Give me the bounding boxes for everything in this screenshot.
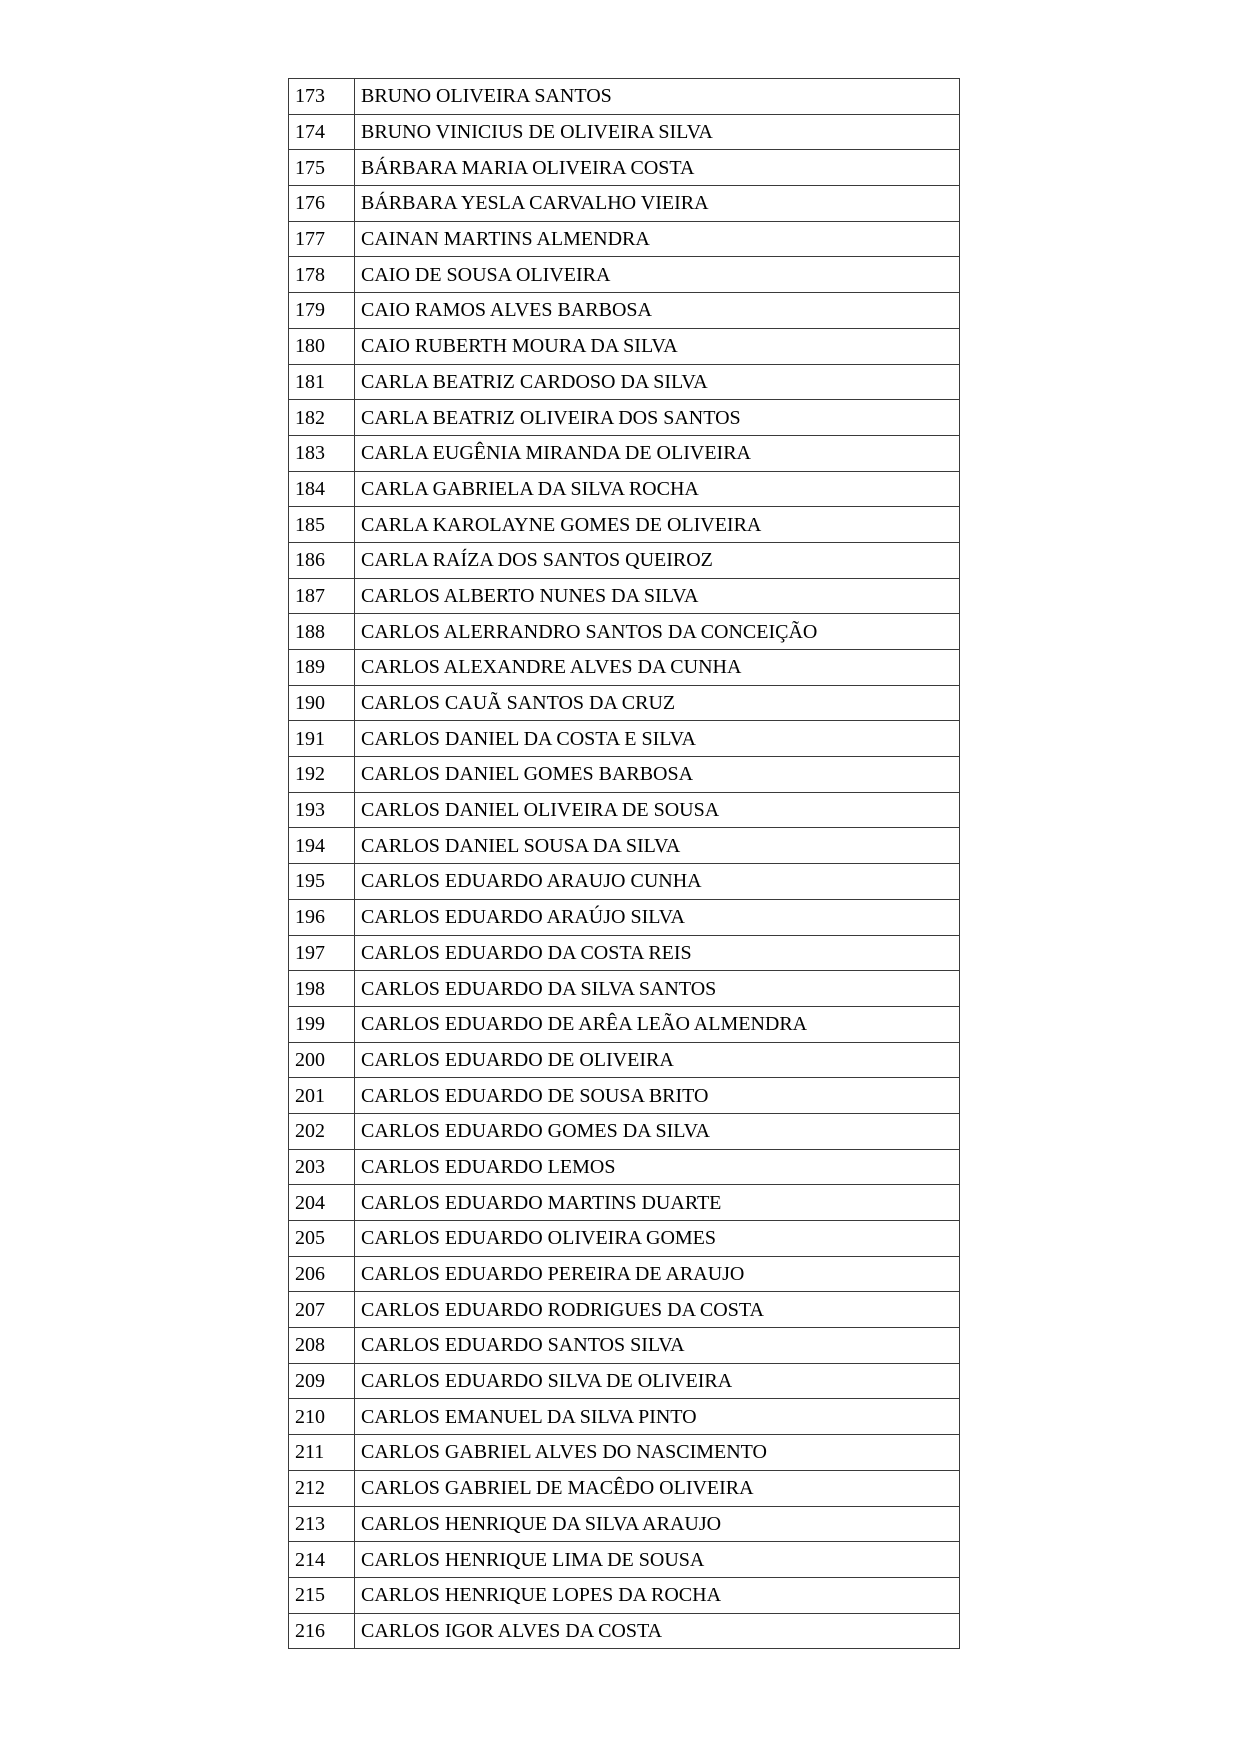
row-name-cell: CARLOS EDUARDO SANTOS SILVA bbox=[355, 1328, 960, 1364]
table-row bbox=[289, 1042, 960, 1078]
row-name-cell: CAIO RAMOS ALVES BARBOSA bbox=[355, 293, 960, 329]
table-row bbox=[289, 1577, 960, 1613]
row-number-cell: 197 bbox=[289, 935, 355, 971]
table-row bbox=[289, 828, 960, 864]
table-row bbox=[289, 721, 960, 757]
row-number-cell: 215 bbox=[289, 1577, 355, 1613]
row-number-cell: 194 bbox=[289, 828, 355, 864]
table-row bbox=[289, 1470, 960, 1506]
table-row bbox=[289, 971, 960, 1007]
table-row bbox=[289, 578, 960, 614]
row-name-cell: CARLA RAÍZA DOS SANTOS QUEIROZ bbox=[355, 542, 960, 578]
row-name-cell: CARLOS EDUARDO LEMOS bbox=[355, 1149, 960, 1185]
row-name-cell: CARLOS DANIEL SOUSA DA SILVA bbox=[355, 828, 960, 864]
table-row bbox=[289, 435, 960, 471]
row-name-cell: CARLOS ALERRANDRO SANTOS DA CONCEIÇÃO bbox=[355, 614, 960, 650]
row-number-cell: 191 bbox=[289, 721, 355, 757]
row-number-cell: 177 bbox=[289, 221, 355, 257]
row-number-cell: 179 bbox=[289, 293, 355, 329]
row-number-cell: 180 bbox=[289, 328, 355, 364]
row-number-cell: 200 bbox=[289, 1042, 355, 1078]
row-name-cell: CARLOS EDUARDO DE OLIVEIRA bbox=[355, 1042, 960, 1078]
row-number-cell: 192 bbox=[289, 757, 355, 793]
row-number-cell: 204 bbox=[289, 1185, 355, 1221]
table-row bbox=[289, 899, 960, 935]
row-number-cell: 209 bbox=[289, 1363, 355, 1399]
table-row bbox=[289, 1078, 960, 1114]
row-number-cell: 212 bbox=[289, 1470, 355, 1506]
table-row bbox=[289, 1506, 960, 1542]
row-name-cell: CARLOS IGOR ALVES DA COSTA bbox=[355, 1613, 960, 1649]
table-row bbox=[289, 935, 960, 971]
row-name-cell: BRUNO VINICIUS DE OLIVEIRA SILVA bbox=[355, 114, 960, 150]
table-row bbox=[289, 257, 960, 293]
row-number-cell: 184 bbox=[289, 471, 355, 507]
row-name-cell: CAINAN MARTINS ALMENDRA bbox=[355, 221, 960, 257]
row-name-cell: CARLOS DANIEL DA COSTA E SILVA bbox=[355, 721, 960, 757]
table-row bbox=[289, 1292, 960, 1328]
row-number-cell: 175 bbox=[289, 150, 355, 186]
row-name-cell: CARLOS ALBERTO NUNES DA SILVA bbox=[355, 578, 960, 614]
row-name-cell: CARLOS CAUÃ SANTOS DA CRUZ bbox=[355, 685, 960, 721]
row-number-cell: 185 bbox=[289, 507, 355, 543]
row-name-cell: CARLOS EDUARDO PEREIRA DE ARAUJO bbox=[355, 1256, 960, 1292]
row-number-cell: 193 bbox=[289, 792, 355, 828]
row-name-cell: BRUNO OLIVEIRA SANTOS bbox=[355, 79, 960, 115]
row-name-cell: CARLOS EDUARDO MARTINS DUARTE bbox=[355, 1185, 960, 1221]
row-name-cell: CARLOS EDUARDO DA COSTA REIS bbox=[355, 935, 960, 971]
row-number-cell: 205 bbox=[289, 1221, 355, 1257]
table-row bbox=[289, 685, 960, 721]
row-name-cell: CARLOS EDUARDO ARAUJO CUNHA bbox=[355, 864, 960, 900]
table-row bbox=[289, 1328, 960, 1364]
table-row bbox=[289, 293, 960, 329]
table-row bbox=[289, 792, 960, 828]
row-name-cell: CARLOS ALEXANDRE ALVES DA CUNHA bbox=[355, 650, 960, 686]
row-number-cell: 216 bbox=[289, 1613, 355, 1649]
names-table bbox=[288, 78, 960, 1649]
row-name-cell: CAIO RUBERTH MOURA DA SILVA bbox=[355, 328, 960, 364]
row-number-cell: 182 bbox=[289, 400, 355, 436]
table-row bbox=[289, 79, 960, 115]
row-number-cell: 207 bbox=[289, 1292, 355, 1328]
table-row bbox=[289, 1613, 960, 1649]
row-number-cell: 211 bbox=[289, 1435, 355, 1471]
table-row bbox=[289, 507, 960, 543]
row-name-cell: CARLOS EDUARDO DE ARÊA LEÃO ALMENDRA bbox=[355, 1006, 960, 1042]
row-number-cell: 173 bbox=[289, 79, 355, 115]
table-row bbox=[289, 1435, 960, 1471]
row-name-cell: BÁRBARA MARIA OLIVEIRA COSTA bbox=[355, 150, 960, 186]
row-name-cell: CARLOS EDUARDO GOMES DA SILVA bbox=[355, 1113, 960, 1149]
row-number-cell: 210 bbox=[289, 1399, 355, 1435]
table-row bbox=[289, 1399, 960, 1435]
table-row bbox=[289, 1185, 960, 1221]
table-row bbox=[289, 542, 960, 578]
row-number-cell: 199 bbox=[289, 1006, 355, 1042]
table-row bbox=[289, 650, 960, 686]
row-number-cell: 208 bbox=[289, 1328, 355, 1364]
row-number-cell: 201 bbox=[289, 1078, 355, 1114]
row-name-cell: CARLOS GABRIEL DE MACÊDO OLIVEIRA bbox=[355, 1470, 960, 1506]
row-number-cell: 174 bbox=[289, 114, 355, 150]
row-number-cell: 188 bbox=[289, 614, 355, 650]
row-number-cell: 196 bbox=[289, 899, 355, 935]
row-name-cell: CARLOS EDUARDO SILVA DE OLIVEIRA bbox=[355, 1363, 960, 1399]
row-name-cell: CARLA EUGÊNIA MIRANDA DE OLIVEIRA bbox=[355, 435, 960, 471]
row-number-cell: 198 bbox=[289, 971, 355, 1007]
row-number-cell: 181 bbox=[289, 364, 355, 400]
row-name-cell: BÁRBARA YESLA CARVALHO VIEIRA bbox=[355, 186, 960, 222]
row-name-cell: CARLOS HENRIQUE LOPES DA ROCHA bbox=[355, 1577, 960, 1613]
row-name-cell: CARLOS HENRIQUE DA SILVA ARAUJO bbox=[355, 1506, 960, 1542]
row-number-cell: 187 bbox=[289, 578, 355, 614]
row-number-cell: 190 bbox=[289, 685, 355, 721]
row-number-cell: 214 bbox=[289, 1542, 355, 1578]
table-row bbox=[289, 1149, 960, 1185]
names-table-body bbox=[289, 79, 960, 1649]
table-row bbox=[289, 221, 960, 257]
row-number-cell: 202 bbox=[289, 1113, 355, 1149]
row-number-cell: 206 bbox=[289, 1256, 355, 1292]
row-number-cell: 186 bbox=[289, 542, 355, 578]
table-row bbox=[289, 864, 960, 900]
table-row bbox=[289, 1256, 960, 1292]
row-name-cell: CARLA BEATRIZ CARDOSO DA SILVA bbox=[355, 364, 960, 400]
row-name-cell: CARLOS EDUARDO RODRIGUES DA COSTA bbox=[355, 1292, 960, 1328]
table-row bbox=[289, 471, 960, 507]
row-name-cell: CARLOS GABRIEL ALVES DO NASCIMENTO bbox=[355, 1435, 960, 1471]
row-name-cell: CARLA BEATRIZ OLIVEIRA DOS SANTOS bbox=[355, 400, 960, 436]
table-row bbox=[289, 328, 960, 364]
row-number-cell: 189 bbox=[289, 650, 355, 686]
table-row bbox=[289, 1363, 960, 1399]
row-name-cell: CARLA GABRIELA DA SILVA ROCHA bbox=[355, 471, 960, 507]
row-name-cell: CARLOS EDUARDO OLIVEIRA GOMES bbox=[355, 1221, 960, 1257]
row-name-cell: CARLOS EDUARDO DE SOUSA BRITO bbox=[355, 1078, 960, 1114]
row-name-cell: CARLOS DANIEL OLIVEIRA DE SOUSA bbox=[355, 792, 960, 828]
row-name-cell: CARLOS EDUARDO ARAÚJO SILVA bbox=[355, 899, 960, 935]
row-number-cell: 213 bbox=[289, 1506, 355, 1542]
row-number-cell: 195 bbox=[289, 864, 355, 900]
row-number-cell: 183 bbox=[289, 435, 355, 471]
table-row bbox=[289, 1542, 960, 1578]
table-row bbox=[289, 186, 960, 222]
row-name-cell: CARLOS DANIEL GOMES BARBOSA bbox=[355, 757, 960, 793]
table-row bbox=[289, 1221, 960, 1257]
table-row bbox=[289, 1006, 960, 1042]
row-number-cell: 178 bbox=[289, 257, 355, 293]
table-row bbox=[289, 614, 960, 650]
table-row bbox=[289, 150, 960, 186]
row-name-cell: CARLA KAROLAYNE GOMES DE OLIVEIRA bbox=[355, 507, 960, 543]
row-number-cell: 176 bbox=[289, 186, 355, 222]
row-name-cell: CARLOS EMANUEL DA SILVA PINTO bbox=[355, 1399, 960, 1435]
table-row bbox=[289, 114, 960, 150]
table-row bbox=[289, 1113, 960, 1149]
row-name-cell: CARLOS HENRIQUE LIMA DE SOUSA bbox=[355, 1542, 960, 1578]
table-row bbox=[289, 400, 960, 436]
table-row bbox=[289, 364, 960, 400]
row-number-cell: 203 bbox=[289, 1149, 355, 1185]
table-row bbox=[289, 757, 960, 793]
row-name-cell: CAIO DE SOUSA OLIVEIRA bbox=[355, 257, 960, 293]
row-name-cell: CARLOS EDUARDO DA SILVA SANTOS bbox=[355, 971, 960, 1007]
